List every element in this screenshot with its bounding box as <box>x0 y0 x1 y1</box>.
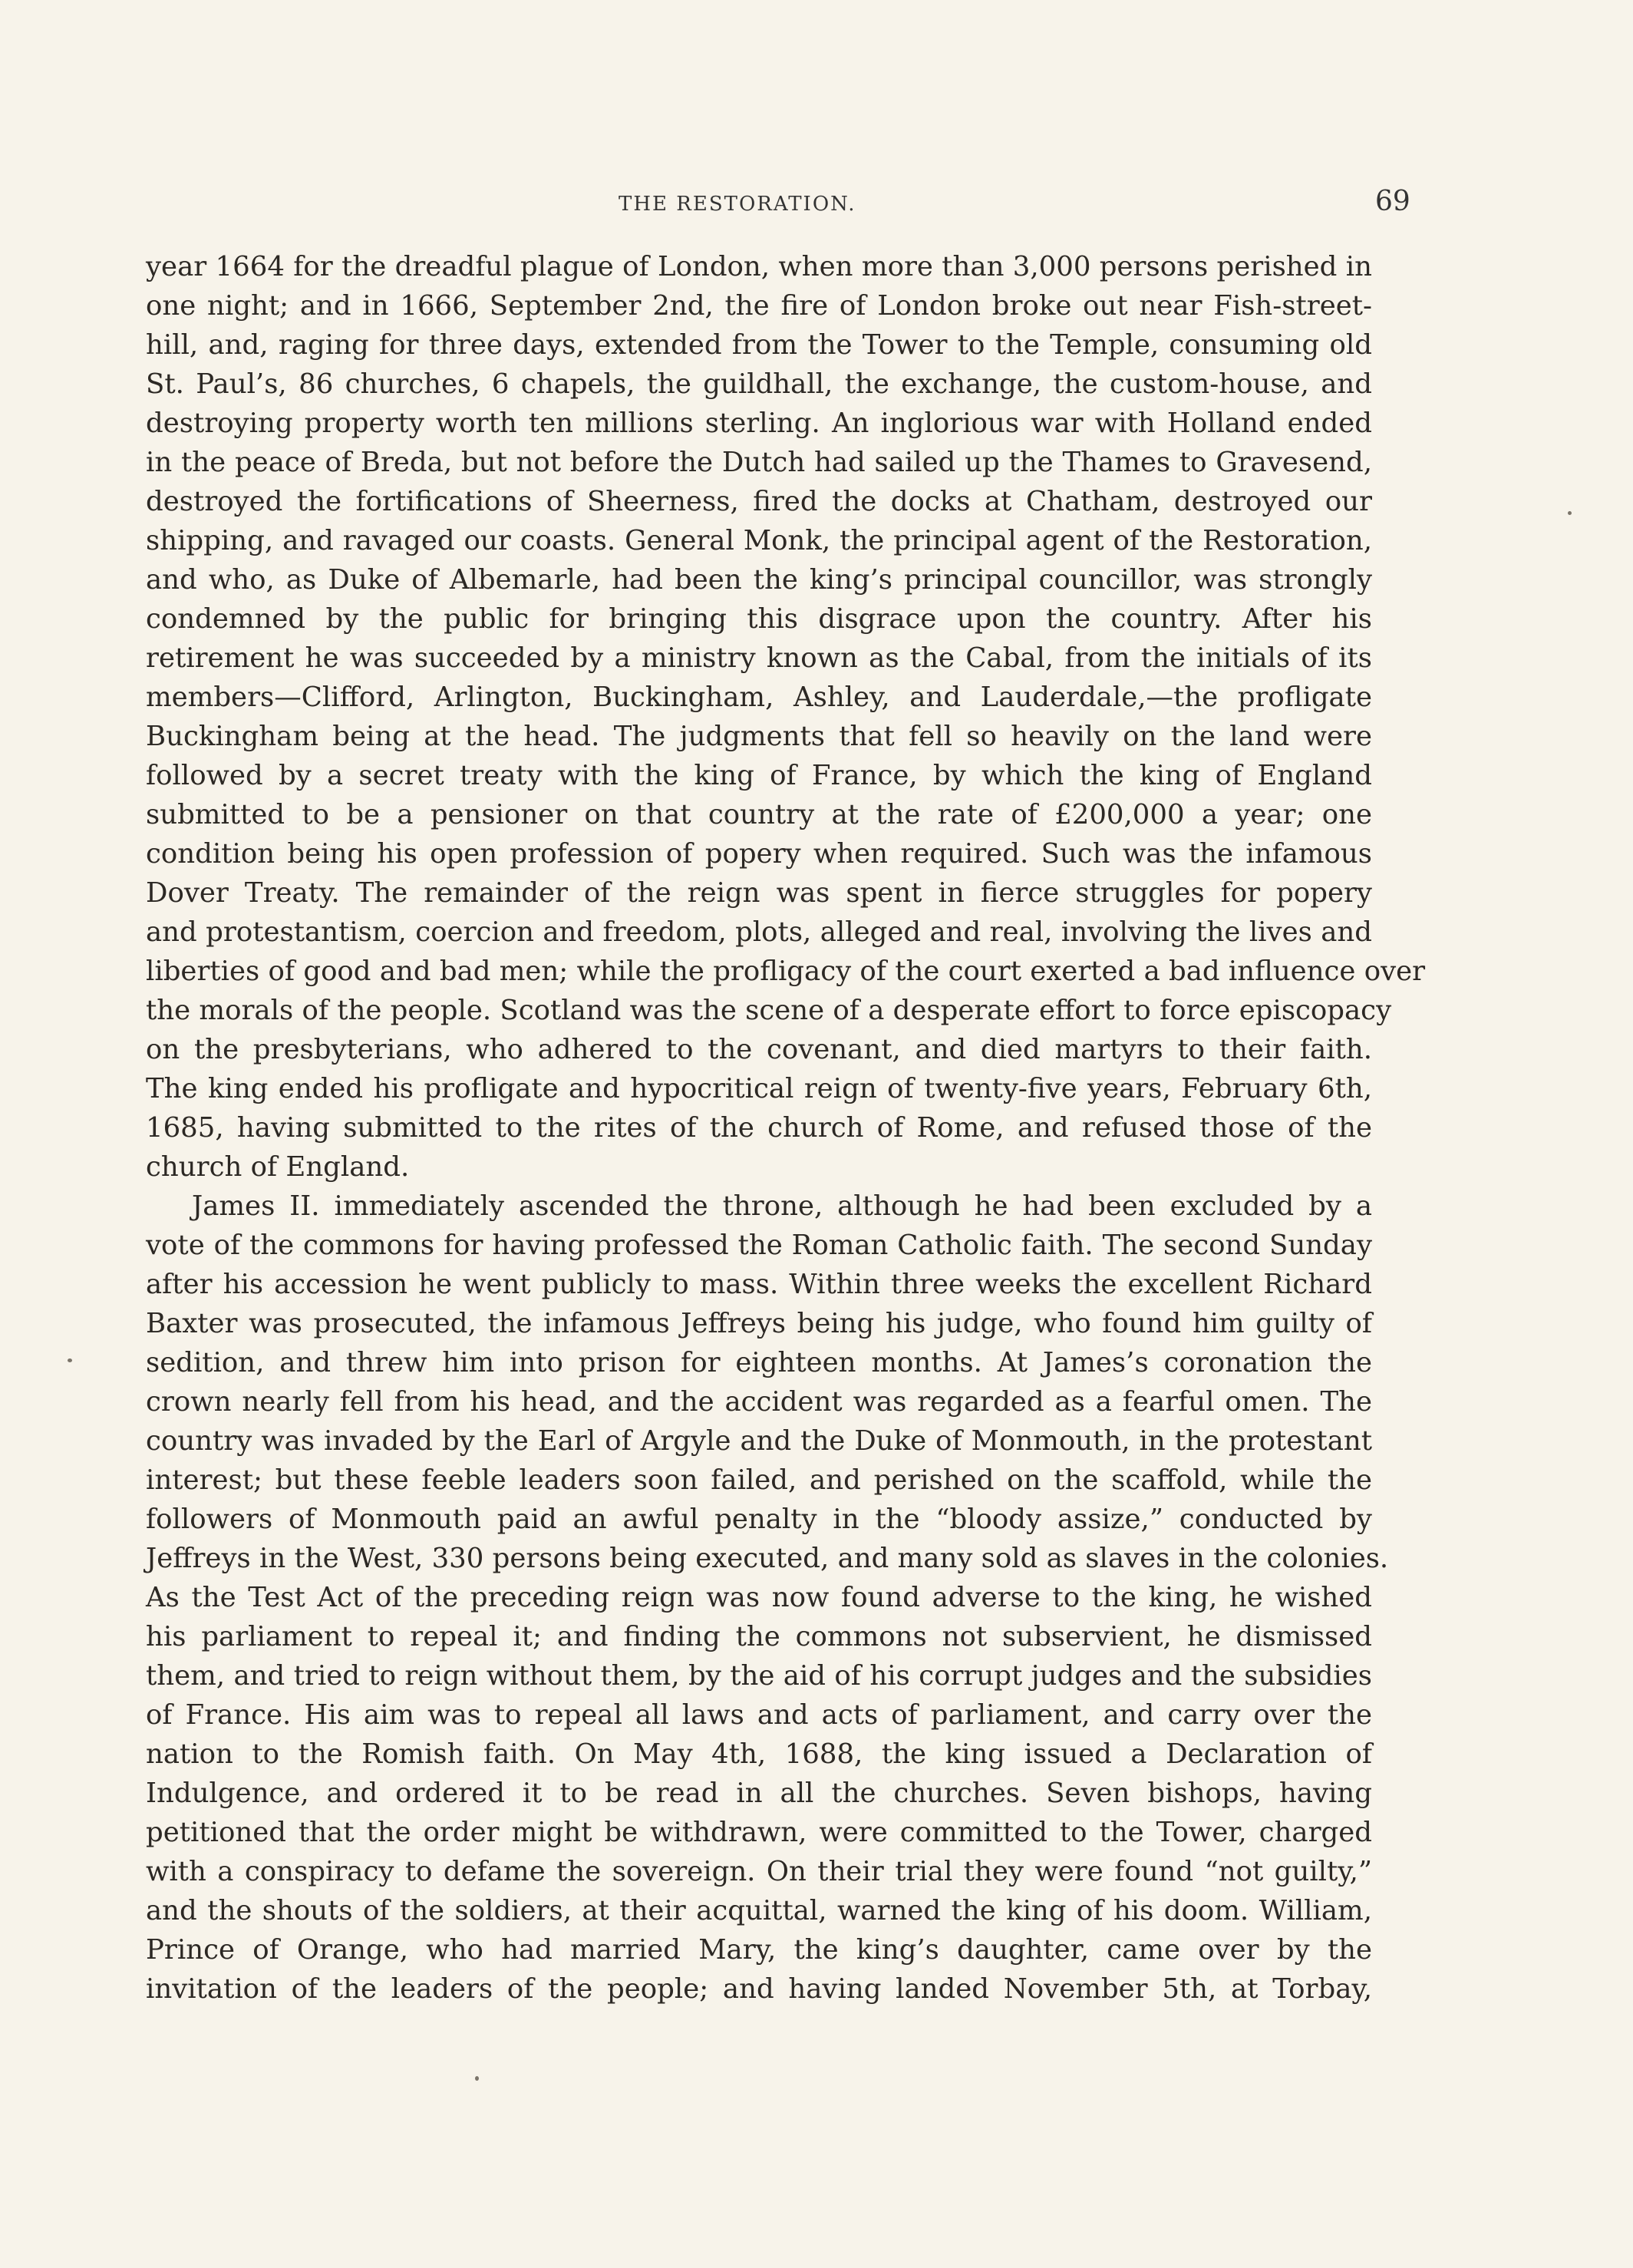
text-line: Prince of Orange, who had married Mary, the king’s daughter, came over by the <box>146 1934 1372 1966</box>
text-line: condemned by the public for bringing this disgrace upon the country. After his <box>146 603 1372 635</box>
text-line: The king ended his profligate and hypocritical reign of twenty-five years, February 6th, <box>146 1073 1372 1104</box>
paper-speck <box>1568 511 1572 515</box>
text-line: retirement he was succeeded by a ministry known as the Cabal, from the initials of its <box>146 642 1372 674</box>
text-line: followed by a secret treaty with the king of France, by which the king of England <box>146 760 1372 791</box>
text-line: church of England. <box>146 1151 410 1183</box>
text-line: country was invaded by the Earl of Argyle and the Duke of Monmouth, in the protestant <box>146 1425 1372 1457</box>
text-line: and who, as Duke of Albemarle, had been the king’s principal councillor, was strongly <box>146 564 1372 596</box>
text-line: Dover Treaty. The remainder of the reign was spent in fierce struggles for popery <box>146 877 1372 909</box>
text-line: Jeffreys in the West, 330 persons being executed, and many sold as slaves in the colonies. <box>146 1543 1389 1574</box>
text-line: one night; and in 1666, September 2nd, the fire of London broke out near Fish-street- <box>146 290 1372 322</box>
text-line: his parliament to repeal it; and finding the commons not subservient, he dismissed <box>146 1621 1372 1652</box>
text-line: James II. immediately ascended the throne, although he had been excluded by a <box>192 1190 1372 1222</box>
text-line: liberties of good and bad men; while the profligacy of the court exerted a bad influence over <box>146 956 1426 987</box>
text-line: on the presbyterians, who adhered to the covenant, and died martyrs to their faith. <box>146 1034 1372 1065</box>
body-text <box>146 247 1426 2009</box>
text-line: sedition, and threw him into prison for eighteen months. At James’s coronation the <box>146 1347 1372 1378</box>
paper-speck <box>68 1358 72 1362</box>
paragraph-2 <box>146 1187 1389 2009</box>
text-line: and the shouts of the soldiers, at their acquittal, warned the king of his doom. William, <box>146 1895 1372 1926</box>
text-line: Buckingham being at the head. The judgments that fell so heavily on the land were <box>146 721 1372 752</box>
text-line: vote of the commons for having professed the Roman Catholic faith. The second Sunday <box>146 1230 1372 1261</box>
text-line: and protestantism, coercion and freedom, plots, alleged and real, involving the lives and <box>146 916 1372 948</box>
text-line: condition being his open profession of popery when required. Such was the infamous <box>146 838 1372 870</box>
running-head: THE RESTORATION. <box>619 193 856 216</box>
page-number: 69 <box>1375 186 1410 217</box>
paragraph-1 <box>146 247 1426 1187</box>
text-line: after his accession he went publicly to mass. Within three weeks the excellent Richard <box>146 1269 1372 1300</box>
text-line: the morals of the people. Scotland was the scene of a desperate effort to force episcopacy <box>146 995 1392 1026</box>
text-line: submitted to be a pensioner on that country at the rate of £200,000 a year; one <box>146 799 1372 830</box>
text-line: shipping, and ravaged our coasts. General Monk, the principal agent of the Restoration, <box>146 525 1372 556</box>
text-line: with a conspiracy to defame the sovereign. On their trial they were found “not guilty,” <box>146 1856 1372 1887</box>
text-line: crown nearly fell from his head, and the accident was regarded as a fearful omen. The <box>146 1386 1372 1418</box>
text-line: As the Test Act of the preceding reign was now found adverse to the king, he wished <box>146 1582 1372 1613</box>
text-line: destroying property worth ten millions sterling. An inglorious war with Holland ended <box>146 408 1372 439</box>
paper-speck <box>475 2076 479 2081</box>
text-line: followers of Monmouth paid an awful penalty in the “bloody assize,” conducted by <box>146 1504 1372 1535</box>
text-line: 1685, having submitted to the rites of the church of Rome, and refused those of the <box>146 1112 1372 1144</box>
text-line: nation to the Romish faith. On May 4th, 1688, the king issued a Declaration of <box>146 1738 1372 1770</box>
text-line: destroyed the fortifications of Sheerness, fired the docks at Chatham, destroyed our <box>146 486 1372 517</box>
text-line: petitioned that the order might be withdrawn, were committed to the Tower, charged <box>146 1817 1372 1848</box>
text-line: Baxter was prosecuted, the infamous Jeffreys being his judge, who found him guilty of <box>146 1308 1372 1339</box>
text-line: invitation of the leaders of the people; and having landed November 5th, at Torbay, <box>146 1973 1372 2005</box>
text-line: them, and tried to reign without them, by the aid of his corrupt judges and the subsidies <box>146 1660 1372 1692</box>
text-line: Indulgence, and ordered it to be read in all the churches. Seven bishops, having <box>146 1778 1372 1809</box>
text-line: St. Paul’s, 86 churches, 6 chapels, the guildhall, the exchange, the custom-house, and <box>146 368 1372 400</box>
text-line: of France. His aim was to repeal all laws and acts of parliament, and carry over the <box>146 1699 1372 1731</box>
text-line: members—Clifford, Arlington, Buckingham, Ashley, and Lauderdale,—the profligate <box>146 682 1372 713</box>
text-line: interest; but these feeble leaders soon failed, and perished on the scaffold, while the <box>146 1464 1372 1496</box>
text-line: hill, and, raging for three days, extended from the Tower to the Temple, consuming old <box>146 329 1372 361</box>
text-line: in the peace of Breda, but not before the Dutch had sailed up the Thames to Gravesend, <box>146 447 1372 478</box>
text-line: year 1664 for the dreadful plague of London, when more than 3,000 persons perished in <box>146 251 1372 282</box>
